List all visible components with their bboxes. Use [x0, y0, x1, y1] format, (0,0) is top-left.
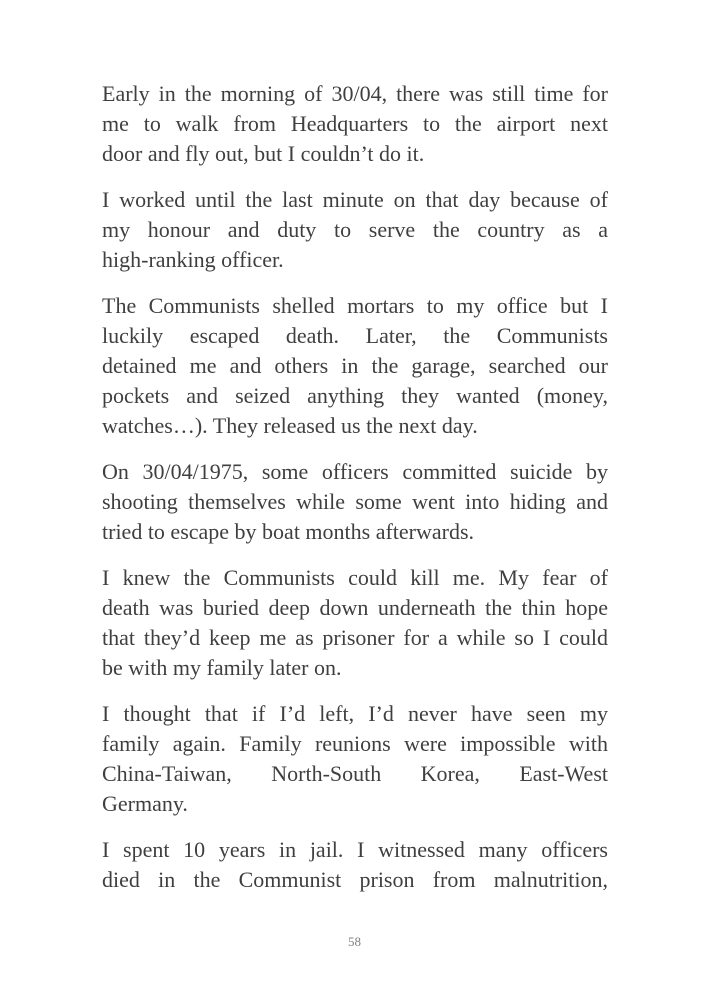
text-line: detained me and others in the garage, searched our [102, 353, 608, 378]
page-number: 58 [348, 934, 361, 949]
text-line: high-ranking officer. [102, 247, 284, 272]
text-line: Early in the morning of 30/04, there was still time for [102, 81, 608, 106]
text-line: luckily escaped death. Later, the Communists [102, 323, 608, 348]
paragraph [102, 699, 608, 819]
text-line: pockets and seized anything they wanted (money, [102, 383, 608, 408]
text-line: my honour and duty to serve the country as a [102, 217, 608, 242]
text-line: The Communists shelled mortars to my office but I [102, 293, 608, 318]
text-line: China-Taiwan, North-South Korea, East-West [102, 761, 608, 786]
page-body-text [102, 79, 608, 911]
text-line: be with my family later on. [102, 655, 342, 680]
text-line: that they’d keep me as prisoner for a while so I could [102, 625, 608, 650]
text-line: I thought that if I’d left, I’d never have seen my [102, 701, 608, 726]
text-line: I knew the Communists could kill me. My fear of [102, 565, 608, 590]
text-line: died in the Communist prison from malnutrition, [102, 867, 608, 892]
text-line: I spent 10 years in jail. I witnessed many officers [102, 837, 608, 862]
paragraph [102, 291, 608, 441]
text-line: me to walk from Headquarters to the airport next [102, 111, 608, 136]
text-line: I worked until the last minute on that day because of [102, 187, 608, 212]
text-line: family again. Family reunions were impossible with [102, 731, 608, 756]
text-line: On 30/04/1975, some officers committed suicide by [102, 459, 608, 484]
paragraph [102, 185, 608, 275]
text-line: door and fly out, but I couldn’t do it. [102, 141, 425, 166]
paragraph [102, 457, 608, 547]
text-line: death was buried deep down underneath the thin hope [102, 595, 608, 620]
paragraph [102, 79, 608, 169]
paragraph [102, 835, 608, 895]
text-line: shooting themselves while some went into hiding and [102, 489, 608, 514]
text-line: tried to escape by boat months afterwards. [102, 519, 475, 544]
paragraph [102, 563, 608, 683]
text-line: Germany. [102, 791, 188, 816]
text-line: watches…). They released us the next day. [102, 413, 478, 438]
